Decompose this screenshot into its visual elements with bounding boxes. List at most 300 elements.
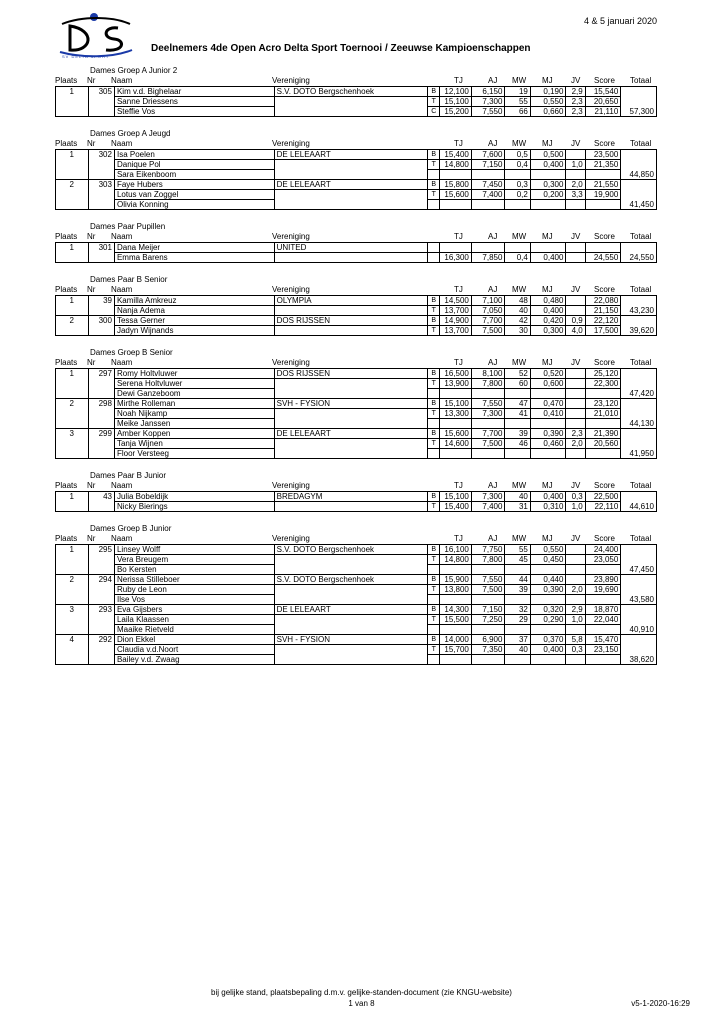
aj-cell: 7,500 bbox=[471, 439, 505, 449]
total-cell bbox=[621, 97, 657, 107]
header-jv: JV bbox=[571, 232, 581, 241]
mj-cell bbox=[530, 595, 566, 605]
mj-cell: 0,550 bbox=[530, 545, 566, 555]
placing-cell: 1 bbox=[56, 296, 89, 316]
role-letter: B bbox=[428, 296, 440, 306]
section-title: Dames Paar Pupillen bbox=[90, 222, 166, 231]
jv-cell: 3,3 bbox=[566, 190, 585, 200]
aj-cell: 7,550 bbox=[471, 107, 505, 117]
score-cell: 21,110 bbox=[585, 107, 621, 117]
aj-cell: 7,400 bbox=[471, 502, 505, 512]
score-cell bbox=[585, 565, 621, 575]
tj-cell: 14,500 bbox=[440, 296, 472, 306]
mw-cell bbox=[505, 243, 530, 253]
tj-cell bbox=[440, 449, 472, 459]
jv-cell: 5,8 bbox=[566, 635, 585, 645]
placing-cell: 2 bbox=[56, 180, 89, 210]
athlete-name: Maaike Rietveld bbox=[114, 625, 274, 635]
role-letter: T bbox=[428, 190, 440, 200]
tj-cell: 14,300 bbox=[440, 605, 472, 615]
jv-cell bbox=[566, 306, 585, 316]
club-cell: SVH - FYSION bbox=[274, 399, 428, 409]
tj-cell: 16,100 bbox=[440, 545, 472, 555]
score-cell bbox=[585, 655, 621, 665]
mw-cell bbox=[505, 389, 530, 399]
tj-cell bbox=[440, 389, 472, 399]
header-aj: AJ bbox=[488, 285, 498, 294]
table-row bbox=[56, 625, 657, 635]
number-cell: 43 bbox=[88, 492, 114, 512]
role-letter: T bbox=[428, 160, 440, 170]
table-row bbox=[56, 389, 657, 399]
club-cell bbox=[274, 200, 428, 210]
score-cell: 22,040 bbox=[585, 615, 621, 625]
mj-cell: 0,310 bbox=[530, 502, 566, 512]
aj-cell bbox=[471, 655, 505, 665]
role-letter: B bbox=[428, 429, 440, 439]
athlete-name: Tanja Wijnen bbox=[114, 439, 274, 449]
table-row bbox=[56, 160, 657, 170]
score-cell bbox=[585, 243, 621, 253]
header-naam: Naam bbox=[111, 285, 133, 294]
aj-cell: 8,100 bbox=[471, 369, 505, 379]
tj-cell: 15,100 bbox=[440, 492, 472, 502]
jv-cell bbox=[566, 253, 585, 263]
table-row bbox=[56, 575, 657, 585]
club-cell bbox=[274, 645, 428, 655]
club-cell: SVH - FYSION bbox=[274, 635, 428, 645]
score-cell: 19,690 bbox=[585, 585, 621, 595]
total-cell: 44,850 bbox=[621, 170, 657, 180]
club-cell: UNITED bbox=[274, 243, 428, 253]
aj-cell: 7,450 bbox=[471, 180, 505, 190]
mj-cell bbox=[530, 200, 566, 210]
column-headers bbox=[0, 358, 723, 368]
club-cell bbox=[274, 170, 428, 180]
header-naam: Naam bbox=[111, 534, 133, 543]
header-aj: AJ bbox=[488, 358, 498, 367]
total-cell: 43,580 bbox=[621, 595, 657, 605]
score-cell: 22,300 bbox=[585, 379, 621, 389]
number-cell: 301 bbox=[88, 243, 114, 263]
section-title: Dames Paar B Junior bbox=[90, 471, 167, 480]
score-cell bbox=[585, 625, 621, 635]
tj-cell bbox=[440, 200, 472, 210]
club-cell: OLYMPIA bbox=[274, 296, 428, 306]
athlete-name: Faye Hubers bbox=[114, 180, 274, 190]
table-row bbox=[56, 97, 657, 107]
club-cell bbox=[274, 97, 428, 107]
header-vereniging: Vereniging bbox=[272, 232, 310, 241]
score-cell: 21,350 bbox=[585, 160, 621, 170]
table-row bbox=[56, 655, 657, 665]
header-vereniging: Vereniging bbox=[272, 139, 310, 148]
mj-cell bbox=[530, 419, 566, 429]
club-cell bbox=[274, 595, 428, 605]
placing-cell: 1 bbox=[56, 545, 89, 575]
table-row bbox=[56, 200, 657, 210]
header-tj: TJ bbox=[454, 76, 463, 85]
mw-cell: 66 bbox=[505, 107, 530, 117]
placing-cell: 2 bbox=[56, 399, 89, 429]
mw-cell: 32 bbox=[505, 605, 530, 615]
table-row bbox=[56, 150, 657, 160]
header-plaats: Plaats bbox=[55, 481, 78, 490]
jv-cell bbox=[566, 170, 585, 180]
tj-cell: 15,800 bbox=[440, 180, 472, 190]
tj-cell: 15,100 bbox=[440, 97, 472, 107]
athlete-name: Eva Gijsbers bbox=[114, 605, 274, 615]
mj-cell: 0,390 bbox=[530, 585, 566, 595]
mj-cell: 0,320 bbox=[530, 605, 566, 615]
header-naam: Naam bbox=[111, 481, 133, 490]
athlete-name: Olivia Konning bbox=[114, 200, 274, 210]
total-cell bbox=[621, 555, 657, 565]
mw-cell: 0,3 bbox=[505, 180, 530, 190]
header-score: Score bbox=[594, 76, 615, 85]
table-row bbox=[56, 585, 657, 595]
tj-cell: 14,900 bbox=[440, 316, 472, 326]
header-aj: AJ bbox=[488, 481, 498, 490]
total-cell bbox=[621, 492, 657, 502]
role-letter: T bbox=[428, 615, 440, 625]
mw-cell bbox=[505, 200, 530, 210]
header-plaats: Plaats bbox=[55, 358, 78, 367]
total-cell bbox=[621, 605, 657, 615]
aj-cell: 7,750 bbox=[471, 545, 505, 555]
mj-cell: 0,410 bbox=[530, 409, 566, 419]
score-cell: 23,890 bbox=[585, 575, 621, 585]
header-plaats: Plaats bbox=[55, 534, 78, 543]
jv-cell: 0,3 bbox=[566, 492, 585, 502]
total-cell: 47,450 bbox=[621, 565, 657, 575]
tj-cell: 14,800 bbox=[440, 160, 472, 170]
delta-sport-logo bbox=[52, 10, 138, 60]
aj-cell: 6,900 bbox=[471, 635, 505, 645]
header-nr: Nr bbox=[87, 358, 96, 367]
athlete-name: Isa Poelen bbox=[114, 150, 274, 160]
tj-cell: 15,100 bbox=[440, 399, 472, 409]
number-cell: 297 bbox=[88, 369, 114, 399]
score-cell: 17,500 bbox=[585, 326, 621, 336]
athlete-name: Vera Breugem bbox=[114, 555, 274, 565]
mw-cell bbox=[505, 625, 530, 635]
jv-cell bbox=[566, 419, 585, 429]
results-table bbox=[55, 544, 657, 665]
placing-cell: 2 bbox=[56, 316, 89, 336]
athlete-name: Mirthe Rolleman bbox=[114, 399, 274, 409]
score-cell: 21,550 bbox=[585, 180, 621, 190]
total-cell bbox=[621, 399, 657, 409]
total-cell bbox=[621, 243, 657, 253]
athlete-name: Serena Holtvluwer bbox=[114, 379, 274, 389]
role-letter: T bbox=[428, 645, 440, 655]
athlete-name: Noah Nijkamp bbox=[114, 409, 274, 419]
role-letter: T bbox=[428, 585, 440, 595]
tj-cell: 15,200 bbox=[440, 107, 472, 117]
role-letter: B bbox=[428, 150, 440, 160]
number-cell: 39 bbox=[88, 296, 114, 316]
column-headers bbox=[0, 139, 723, 149]
results-table bbox=[55, 295, 657, 336]
score-cell: 25,120 bbox=[585, 369, 621, 379]
mj-cell: 0,550 bbox=[530, 97, 566, 107]
athlete-name: Floor Versteeg bbox=[114, 449, 274, 459]
aj-cell bbox=[471, 595, 505, 605]
role-letter: B bbox=[428, 575, 440, 585]
table-row bbox=[56, 369, 657, 379]
score-cell: 22,120 bbox=[585, 316, 621, 326]
mj-cell: 0,440 bbox=[530, 575, 566, 585]
tj-cell: 15,400 bbox=[440, 502, 472, 512]
role-letter bbox=[428, 565, 440, 575]
header-naam: Naam bbox=[111, 358, 133, 367]
total-cell: 39,620 bbox=[621, 326, 657, 336]
role-letter: B bbox=[428, 180, 440, 190]
header-jv: JV bbox=[571, 285, 581, 294]
sections-container bbox=[0, 66, 723, 677]
jv-cell bbox=[566, 545, 585, 555]
table-row bbox=[56, 439, 657, 449]
header-totaal: Totaal bbox=[630, 285, 652, 294]
mw-cell bbox=[505, 449, 530, 459]
athlete-name: Claudia v.d.Noort bbox=[114, 645, 274, 655]
tj-cell bbox=[440, 625, 472, 635]
tj-cell: 14,600 bbox=[440, 439, 472, 449]
mj-cell: 0,400 bbox=[530, 160, 566, 170]
aj-cell: 7,400 bbox=[471, 190, 505, 200]
athlete-name: Sanne Driessens bbox=[114, 97, 274, 107]
club-cell bbox=[274, 502, 428, 512]
jv-cell: 1,0 bbox=[566, 615, 585, 625]
role-letter bbox=[428, 170, 440, 180]
event-date: 4 & 5 januari 2020 bbox=[583, 16, 657, 26]
role-letter bbox=[428, 419, 440, 429]
total-cell bbox=[621, 369, 657, 379]
club-cell bbox=[274, 419, 428, 429]
aj-cell: 7,700 bbox=[471, 316, 505, 326]
tj-cell: 15,600 bbox=[440, 190, 472, 200]
athlete-name: Kim v.d. Bighelaar bbox=[114, 87, 274, 97]
mj-cell: 0,470 bbox=[530, 399, 566, 409]
athlete-name: Amber Koppen bbox=[114, 429, 274, 439]
mw-cell: 55 bbox=[505, 545, 530, 555]
results-table bbox=[55, 86, 657, 117]
athlete-name: Nicky Bierings bbox=[114, 502, 274, 512]
athlete-name: Kamilla Amkreuz bbox=[114, 296, 274, 306]
header-mj: MJ bbox=[542, 232, 553, 241]
placing-cell: 1 bbox=[56, 87, 89, 117]
aj-cell: 7,050 bbox=[471, 306, 505, 316]
total-cell bbox=[621, 645, 657, 655]
role-letter: B bbox=[428, 369, 440, 379]
header-jv: JV bbox=[571, 534, 581, 543]
section-6 bbox=[0, 524, 723, 665]
athlete-name: Sara Eikenboom bbox=[114, 170, 274, 180]
header-mj: MJ bbox=[542, 139, 553, 148]
header-plaats: Plaats bbox=[55, 139, 78, 148]
role-letter: T bbox=[428, 439, 440, 449]
total-cell: 41,450 bbox=[621, 200, 657, 210]
jv-cell: 0,9 bbox=[566, 316, 585, 326]
aj-cell: 7,700 bbox=[471, 429, 505, 439]
placing-cell: 2 bbox=[56, 575, 89, 605]
jv-cell bbox=[566, 625, 585, 635]
mw-cell: 41 bbox=[505, 409, 530, 419]
table-row bbox=[56, 87, 657, 97]
aj-cell: 7,300 bbox=[471, 492, 505, 502]
club-cell bbox=[274, 615, 428, 625]
number-cell: 299 bbox=[88, 429, 114, 459]
header-mw: MW bbox=[512, 534, 527, 543]
tj-cell: 15,600 bbox=[440, 429, 472, 439]
jv-cell bbox=[566, 296, 585, 306]
column-headers bbox=[0, 76, 723, 86]
header-tj: TJ bbox=[454, 139, 463, 148]
athlete-name: Dion Ekkel bbox=[114, 635, 274, 645]
jv-cell bbox=[566, 575, 585, 585]
header-mj: MJ bbox=[542, 481, 553, 490]
tj-cell: 14,000 bbox=[440, 635, 472, 645]
role-letter: T bbox=[428, 379, 440, 389]
club-cell bbox=[274, 379, 428, 389]
athlete-name: Julia Bobeldijk bbox=[114, 492, 274, 502]
score-cell bbox=[585, 449, 621, 459]
score-cell: 23,050 bbox=[585, 555, 621, 565]
placing-cell: 1 bbox=[56, 492, 89, 512]
total-cell bbox=[621, 150, 657, 160]
placing-cell: 1 bbox=[56, 243, 89, 263]
mj-cell: 0,480 bbox=[530, 296, 566, 306]
tj-cell bbox=[440, 655, 472, 665]
tj-cell bbox=[440, 419, 472, 429]
mw-cell: 0,5 bbox=[505, 150, 530, 160]
jv-cell bbox=[566, 369, 585, 379]
athlete-name: Dewi Ganzeboom bbox=[114, 389, 274, 399]
jv-cell: 2,3 bbox=[566, 429, 585, 439]
club-cell bbox=[274, 409, 428, 419]
section-0 bbox=[0, 66, 723, 117]
role-letter bbox=[428, 595, 440, 605]
jv-cell bbox=[566, 655, 585, 665]
section-title: Dames Groep B Senior bbox=[90, 348, 173, 357]
score-cell: 23,150 bbox=[585, 645, 621, 655]
page-title: Deelnemers 4de Open Acro Delta Sport Toernooi / Zeeuwse Kampioenschappen bbox=[151, 43, 531, 54]
header-aj: AJ bbox=[488, 139, 498, 148]
club-cell bbox=[274, 190, 428, 200]
role-letter: T bbox=[428, 306, 440, 316]
results-table bbox=[55, 149, 657, 210]
role-letter: T bbox=[428, 97, 440, 107]
mj-cell bbox=[530, 449, 566, 459]
aj-cell bbox=[471, 243, 505, 253]
aj-cell bbox=[471, 419, 505, 429]
tj-cell: 16,300 bbox=[440, 253, 472, 263]
aj-cell: 7,300 bbox=[471, 97, 505, 107]
table-row bbox=[56, 492, 657, 502]
role-letter: B bbox=[428, 399, 440, 409]
section-5 bbox=[0, 471, 723, 512]
total-cell bbox=[621, 379, 657, 389]
jv-cell bbox=[566, 243, 585, 253]
placing-cell: 1 bbox=[56, 150, 89, 180]
number-cell: 303 bbox=[88, 180, 114, 210]
role-letter: T bbox=[428, 409, 440, 419]
section-title: Dames Groep B Junior bbox=[90, 524, 172, 533]
tj-cell: 16,500 bbox=[440, 369, 472, 379]
role-letter: B bbox=[428, 492, 440, 502]
tj-cell: 12,100 bbox=[440, 87, 472, 97]
total-cell bbox=[621, 439, 657, 449]
aj-cell: 7,550 bbox=[471, 575, 505, 585]
header-naam: Naam bbox=[111, 76, 133, 85]
table-row bbox=[56, 296, 657, 306]
mw-cell: 0,4 bbox=[505, 160, 530, 170]
mj-cell: 0,420 bbox=[530, 316, 566, 326]
table-row bbox=[56, 379, 657, 389]
logo-text: SV DELTA SPORT bbox=[62, 54, 110, 59]
total-cell: 43,230 bbox=[621, 306, 657, 316]
table-row bbox=[56, 502, 657, 512]
total-cell bbox=[621, 545, 657, 555]
header-tj: TJ bbox=[454, 285, 463, 294]
table-row bbox=[56, 180, 657, 190]
table-row bbox=[56, 316, 657, 326]
mw-cell bbox=[505, 565, 530, 575]
athlete-name: Steffie Vos bbox=[114, 107, 274, 117]
total-cell bbox=[621, 585, 657, 595]
number-cell: 293 bbox=[88, 605, 114, 635]
score-cell bbox=[585, 419, 621, 429]
aj-cell bbox=[471, 565, 505, 575]
jv-cell bbox=[566, 389, 585, 399]
jv-cell bbox=[566, 409, 585, 419]
table-row bbox=[56, 419, 657, 429]
total-cell bbox=[621, 429, 657, 439]
club-cell bbox=[274, 655, 428, 665]
role-letter bbox=[428, 655, 440, 665]
header-aj: AJ bbox=[488, 76, 498, 85]
jv-cell: 2,0 bbox=[566, 439, 585, 449]
role-letter: B bbox=[428, 605, 440, 615]
mj-cell: 0,600 bbox=[530, 379, 566, 389]
score-cell bbox=[585, 200, 621, 210]
table-row bbox=[56, 565, 657, 575]
footer-note: bij gelijke stand, plaatsbepaling d.m.v. gelijke-standen-document (zie KNGU-website) bbox=[211, 988, 512, 997]
table-row bbox=[56, 409, 657, 419]
club-cell: DE LELEAART bbox=[274, 605, 428, 615]
mw-cell: 47 bbox=[505, 399, 530, 409]
number-cell: 294 bbox=[88, 575, 114, 605]
score-cell: 23,500 bbox=[585, 150, 621, 160]
club-cell bbox=[274, 585, 428, 595]
header-mw: MW bbox=[512, 481, 527, 490]
aj-cell: 7,300 bbox=[471, 409, 505, 419]
header-vereniging: Vereniging bbox=[272, 481, 310, 490]
score-cell: 19,900 bbox=[585, 190, 621, 200]
tj-cell bbox=[440, 170, 472, 180]
role-letter: T bbox=[428, 555, 440, 565]
tj-cell: 13,300 bbox=[440, 409, 472, 419]
role-letter bbox=[428, 449, 440, 459]
aj-cell: 7,550 bbox=[471, 399, 505, 409]
mj-cell: 0,500 bbox=[530, 150, 566, 160]
header-totaal: Totaal bbox=[630, 139, 652, 148]
header-mw: MW bbox=[512, 76, 527, 85]
mw-cell bbox=[505, 170, 530, 180]
total-cell bbox=[621, 575, 657, 585]
role-letter: B bbox=[428, 87, 440, 97]
